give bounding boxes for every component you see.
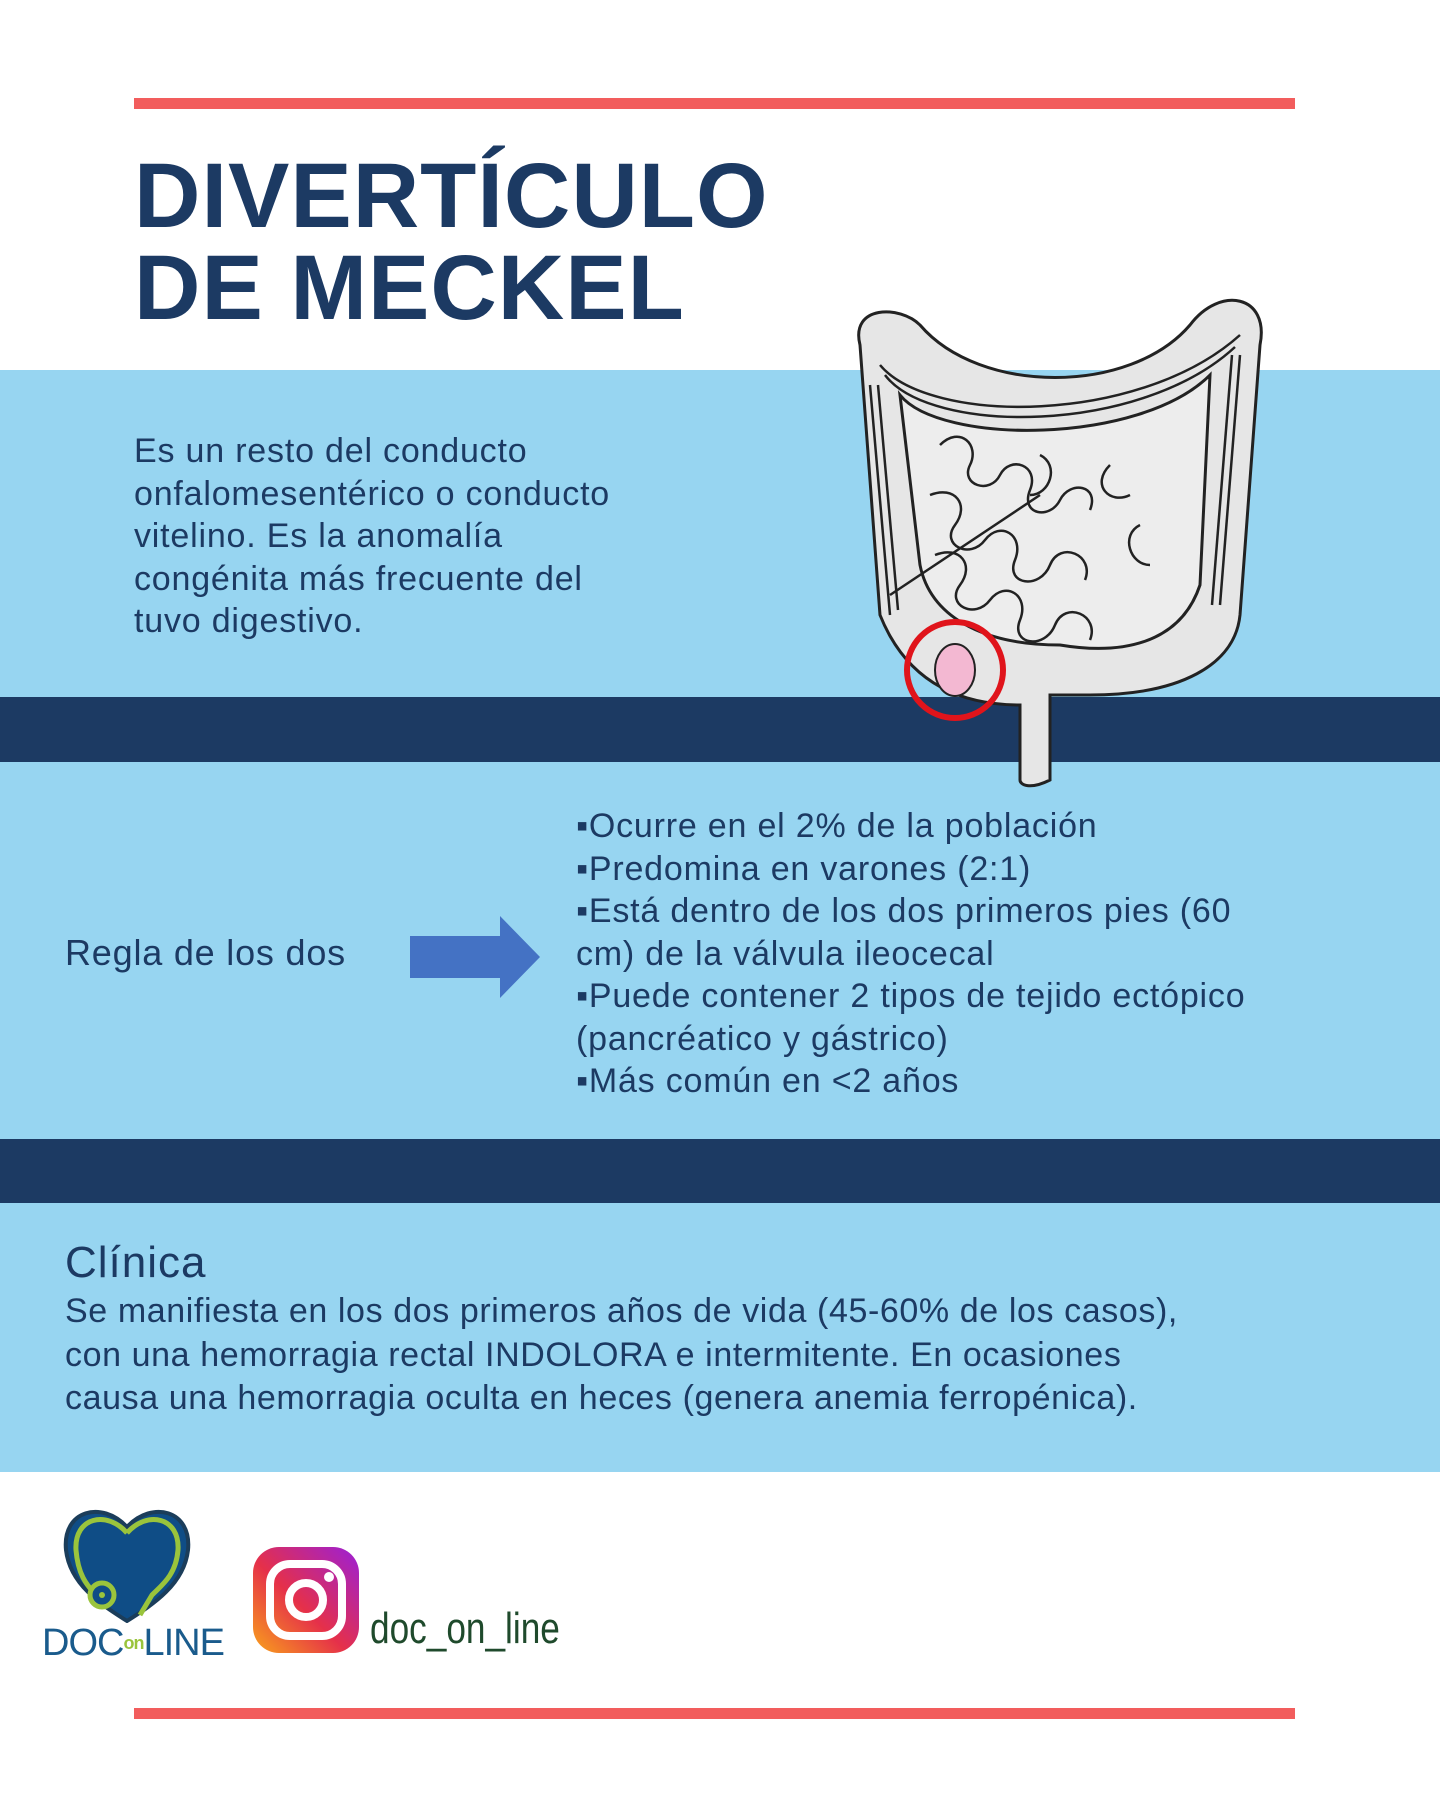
intro-line: onfalomesentérico o conducto [134,474,611,513]
intro-line: congénita más frecuente del [134,559,583,598]
instagram-icon[interactable] [253,1547,359,1653]
intestine-illustration [840,285,1280,795]
intro-line: vitelino. Es la anomalía [134,517,503,555]
bullet-item: (pancréatico y gástrico) [576,1019,949,1058]
clinica-line: Se manifiesta en los dos primeros años de vida (45-60% de los casos), [65,1292,1178,1330]
logo-on: on [123,1633,144,1653]
bullet-item: ▪Puede contener 2 tipos de tejido ectópico [576,977,1246,1015]
bullet-item: ▪Predomina en varones (2:1) [576,849,1032,888]
bullet-item: ▪Más común en <2 años [576,1062,960,1100]
clinica-line: causa una hemorragia oculta en heces (genera anemia ferropénica). [65,1379,1138,1417]
intro-paragraph [134,430,610,643]
dark-divider-2 [0,1139,1440,1203]
top-divider [134,98,1295,109]
bullet-item: cm) de la válvula ileocecal [576,934,995,973]
page-title [134,145,769,339]
logo-line: LINE [143,1622,224,1664]
intro-line: tuvo digestivo. [134,602,364,640]
title-line-1: DIVERTÍCULO [134,145,769,247]
right-arrow-icon [410,916,540,998]
title-line-2: DE MECKEL [134,237,685,339]
bullet-item: ▪Está dentro de los dos primeros pies (60 [576,892,1232,930]
clinica-body [65,1290,1178,1421]
rule-label: Regla de los dos [65,932,346,973]
heart-stethoscope-logo-icon [62,1505,192,1623]
bullet-item: ▪Ocurre en el 2% de la población [576,807,1098,845]
logo-doc: DOC [42,1622,124,1664]
logo-wordmark [42,1622,224,1665]
bottom-divider [134,1708,1295,1719]
clinica-line: con una hemorragia rectal INDOLORA e intermitente. En ocasiones [65,1335,1122,1374]
clinica-heading: Clínica [65,1238,207,1287]
rule-bullet-list [576,805,1245,1103]
instagram-handle[interactable]: doc_on_line [370,1604,560,1653]
intro-line: Es un resto del conducto [134,432,528,470]
